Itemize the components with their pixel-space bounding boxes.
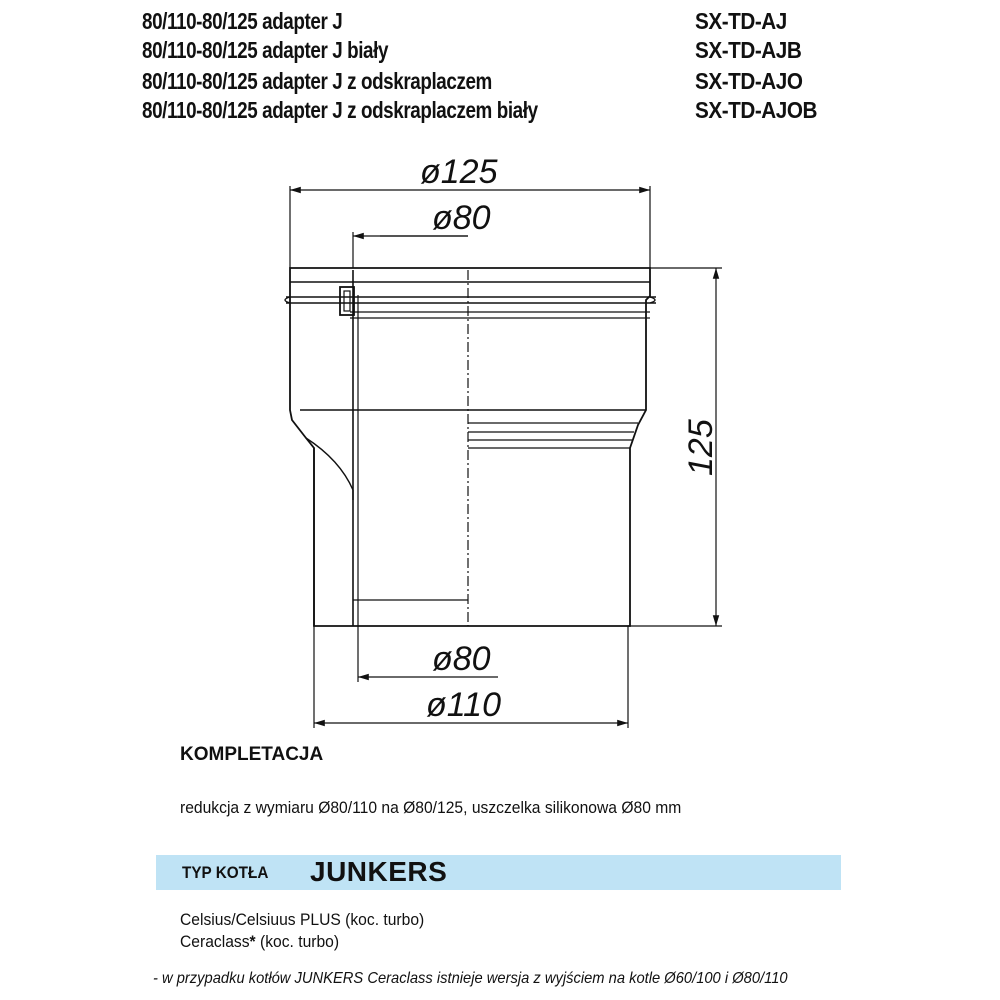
model-line: Celsius/Celsiuus PLUS (koc. turbo) [180,910,425,929]
adapter-outline [290,268,650,626]
product-code: SX-TD-AJB [695,37,802,63]
technical-drawing [0,150,1000,750]
product-name: 80/110-80/125 adapter J z odskraplaczem [142,68,492,94]
dim-label-80-bottom: ø80 [432,640,491,678]
product-code: SX-TD-AJ [695,8,787,34]
product-name: 80/110-80/125 adapter J z odskraplaczem biały [142,97,538,123]
product-code: SX-TD-AJOB [695,97,818,123]
product-row [142,6,902,37]
dim-label-125: ø125 [420,153,498,191]
model-line [180,931,424,953]
product-row [142,35,902,66]
product-name: 80/110-80/125 adapter J [142,8,343,34]
boiler-type-label: TYP KOTŁA [182,863,269,882]
model-suffix: (koc. turbo) [255,932,340,951]
model-name: Ceraclass [180,932,250,951]
kompletacja-heading: KOMPLETACJA [180,744,324,765]
boiler-models [180,909,445,953]
boiler-type-bar [156,855,841,890]
kompletacja-text: redukcja z wymiaru Ø80/110 na Ø80/125, uszczelka silikonowa Ø80 mm [180,798,682,817]
dim-label-80-top: ø80 [432,199,491,237]
product-name: 80/110-80/125 adapter J biały [142,37,389,63]
asterisk-mark: * [249,932,256,951]
dim-label-height: 125 [682,419,720,476]
boiler-brand: JUNKERS [310,856,448,887]
dim-label-110: ø110 [426,686,501,724]
product-row [142,95,902,126]
adapter-drawing-svg [0,150,1000,750]
product-row [142,66,902,97]
product-code: SX-TD-AJO [695,68,803,94]
product-list [142,6,902,126]
footnote: - w przypadku kotłów JUNKERS Ceraclass istnieje wersja z wyjściem na kotle Ø60/100 i Ø80/110 [153,970,788,987]
